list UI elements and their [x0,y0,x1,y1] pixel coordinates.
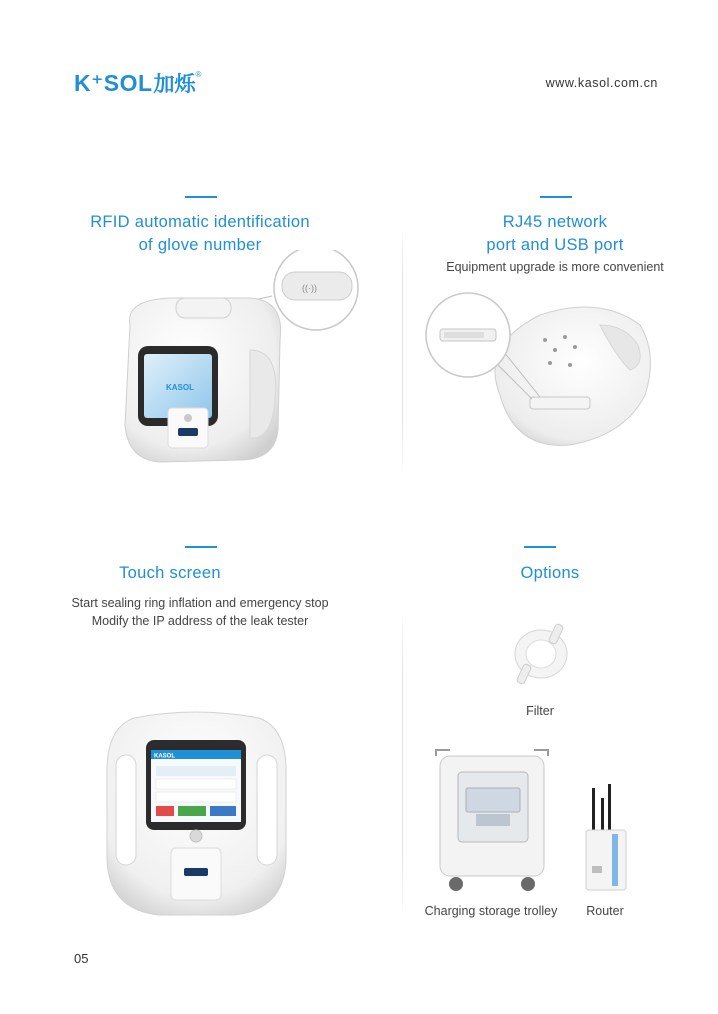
logo-chinese: 加烁 [153,73,196,96]
svg-text:KASOL: KASOL [154,753,175,760]
trolley-label: Charging storage trolley [424,904,558,918]
router-label: Router [586,904,624,918]
rj45-title [400,211,710,257]
rj45-title-line2: port and USB port [486,236,624,254]
rj45-title-line1: RJ45 network [502,213,608,231]
options-accent-line [524,546,556,548]
router-image [582,784,634,894]
filter-label: Filter [526,704,554,718]
touch-title: Touch screen [119,564,221,582]
rj45-subtitle: Equipment upgrade is more convenient [446,260,664,274]
touch-accent-line [185,546,217,548]
rj45-device-image [420,285,660,455]
rfid-accent-line [185,196,217,198]
column-divider-bottom [402,610,403,920]
brand-logo [74,68,201,98]
filter-image [508,618,574,690]
logo-registered-mark: ® [195,70,202,79]
options-title: Options [520,564,580,582]
website-url: www.kasol.com.cn [545,76,658,90]
rj45-accent-line [540,196,572,198]
rfid-title-line2: of glove number [138,236,262,254]
page-number: 05 [74,951,89,966]
svg-text:KASOL: KASOL [166,383,194,392]
touch-desc-line1: Start sealing ring inflation and emergency stop [71,596,329,610]
rfid-title-line1: RFID automatic identification [90,213,310,231]
logo-wordmark: K⁺SOL [74,69,153,96]
rfid-device-image [110,250,370,475]
touch-device-image [104,710,289,920]
trolley-image [430,748,554,896]
touch-description [40,594,360,630]
touch-desc-line2: Modify the IP address of the leak tester [91,614,309,628]
svg-text:((·)): ((·)) [302,283,317,293]
